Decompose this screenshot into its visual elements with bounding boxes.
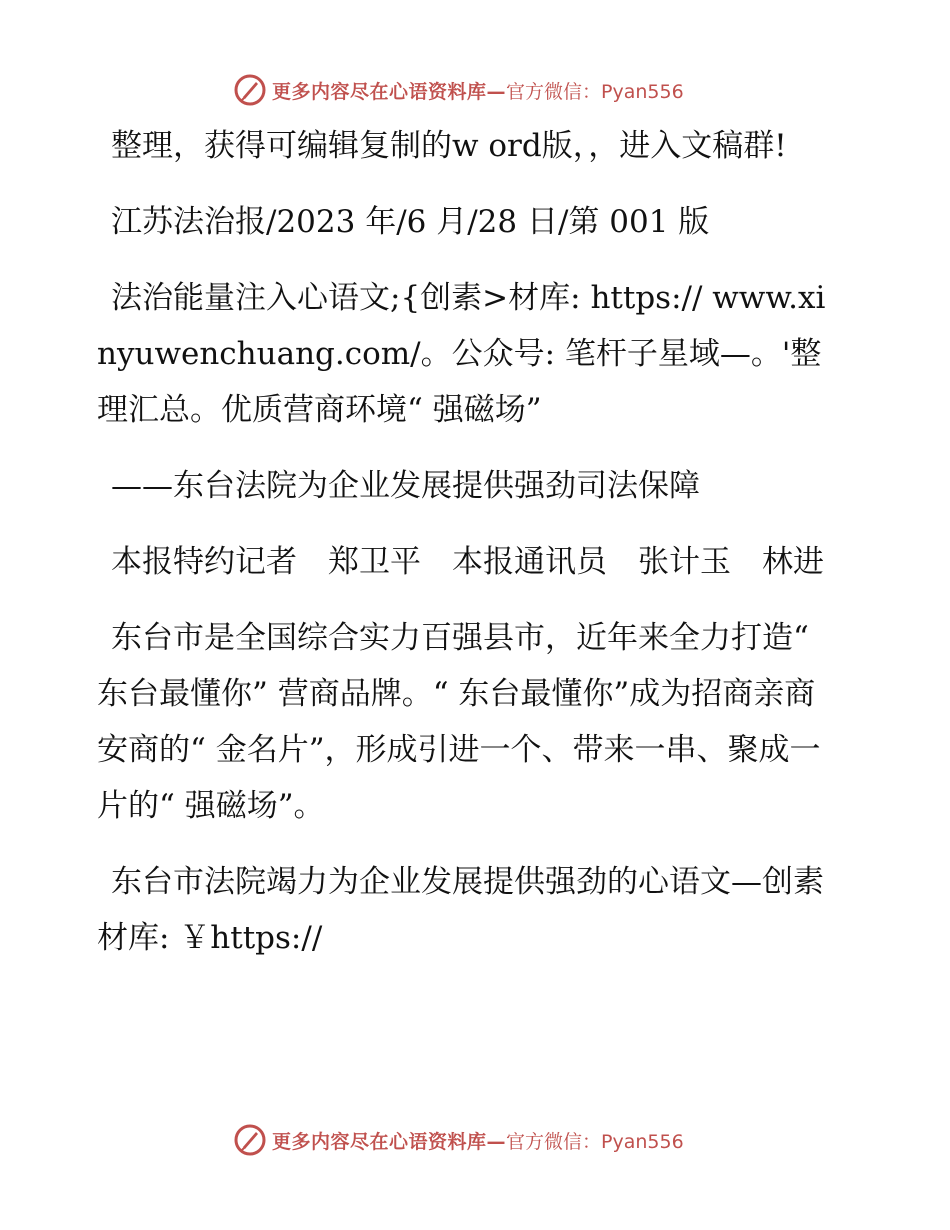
paragraph-headline: 法治能量注入心语文;{创素>材库: https:// www.xinyuwenchuang.com/。公众号: 笔杆子星域—。'整理汇总。优质营商环境“ 强磁场” xyxy=(97,280,826,428)
paragraph-body-2: 东台市法院竭力为企业发展提供强劲的心语文—创素材库: ￥https:// xyxy=(97,864,824,956)
footer-watermark xyxy=(234,1122,684,1158)
quill-pen-logo-icon xyxy=(234,1124,266,1156)
watermark-text: 更多内容尽在心语资料库— xyxy=(272,1130,507,1153)
paragraph-source: 江苏法治报/2023 年/6 月/28 日/第 001 版 xyxy=(111,204,710,240)
paragraph-intro: 整理，获得可编辑复制的w ord版，，进入文稿群! xyxy=(111,128,787,164)
paragraph-body-1: 东台市是全国综合实力百强县市，近年来全力打造“ 东台最懂你” 营商品牌。“ 东台最懂你”成为招商亲商安商的“ 金名片”，形成引进一个、带来一串、聚成一片的“ 强磁场”。 xyxy=(97,620,821,824)
header-watermark xyxy=(234,72,684,108)
paragraph-byline: 本报特约记者 郑卫平 本报通讯员 张计玉 林进 xyxy=(111,544,824,580)
watermark-contact: 官方微信：Pyan556 xyxy=(506,80,684,103)
watermark-contact: 官方微信：Pyan556 xyxy=(506,1130,684,1153)
document-body xyxy=(97,118,842,986)
paragraph-subtitle: ——东台法院为企业发展提供强劲司法保障 xyxy=(111,468,700,504)
watermark-text: 更多内容尽在心语资料库— xyxy=(272,80,507,103)
quill-pen-logo-icon xyxy=(234,74,266,106)
